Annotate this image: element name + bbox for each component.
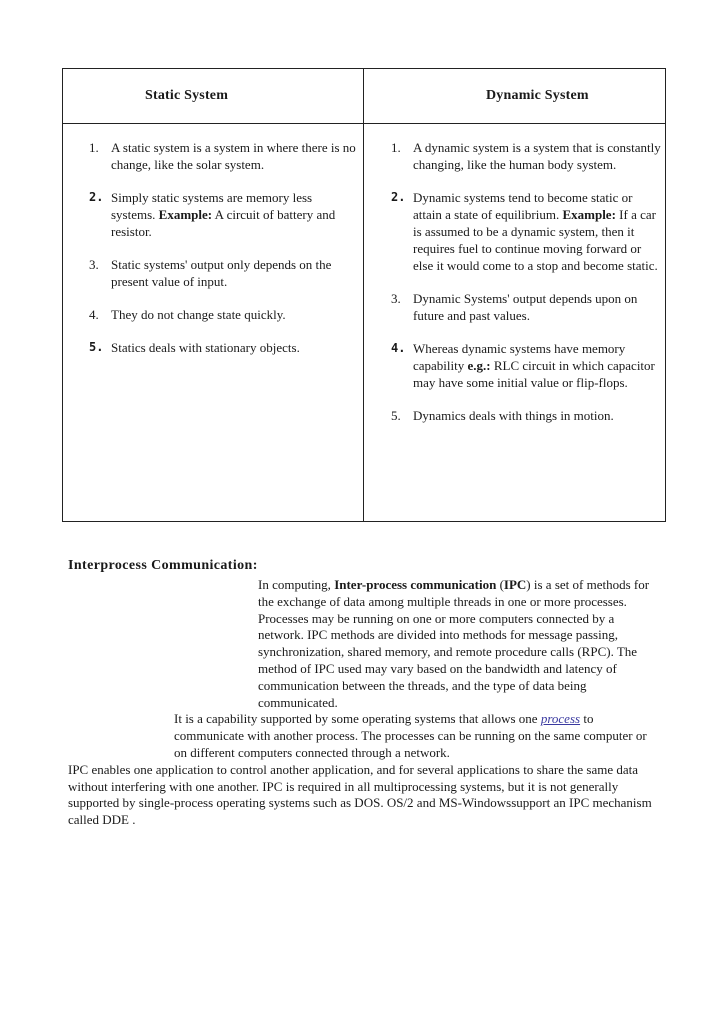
ipc-paragraph-1: [68, 577, 652, 711]
table-column-divider: [363, 69, 364, 521]
paragraph-text: (: [496, 577, 504, 592]
static-system-list: [87, 139, 357, 372]
list-text: Simply static systems are memory less systems.: [111, 190, 313, 222]
list-text: Static systems' output only depends on the present value of input.: [111, 257, 332, 289]
list-text-bold: e.g.:: [467, 358, 491, 373]
list-text-bold: Example:: [562, 207, 616, 222]
list-item: [389, 189, 661, 274]
list-number: 3.: [89, 257, 99, 272]
list-item: [389, 340, 661, 391]
list-item: [87, 139, 357, 173]
comparison-table: [62, 68, 666, 522]
process-link[interactable]: process: [540, 711, 581, 727]
list-item: [87, 189, 357, 240]
ipc-paragraph-3: IPC enables one application to control another application, and for several applications to share the same data without interfering with one another. IPC is required in all multiprocessing systems, but it is not generally supported by single-process operating systems such as DOS. OS/2 and MS-Windowssupport an IPC mechanism called DDE .: [68, 761, 652, 828]
list-text: A circuit of battery and resistor.: [111, 207, 336, 239]
list-text: Dynamic Systems' output depends upon on future and past values.: [413, 291, 638, 323]
ipc-paragraph-2: [68, 711, 652, 761]
list-item: [389, 407, 661, 424]
header-static-system: Static System: [145, 88, 229, 103]
list-item: [87, 339, 357, 356]
list-number: 5.: [89, 340, 104, 354]
paragraph-text: In computing,: [258, 577, 335, 592]
ipc-section: [68, 557, 652, 829]
list-text: A static system is a system in where there is no change, like the solar system.: [111, 140, 356, 172]
section-heading: Interprocess Communication:: [68, 558, 258, 573]
list-number: 1.: [391, 140, 401, 155]
list-text: Whereas dynamic systems have memory capability: [413, 341, 626, 373]
term-bold: IPC: [503, 577, 527, 592]
paragraph-text: to communicate with another process. The processes can be running on the same computer or on different computers connected through a network.: [174, 711, 647, 760]
list-text: RLC circuit in which capacitor may have some initial value or flip-flops.: [413, 358, 655, 390]
list-item: [389, 290, 661, 324]
list-text: Statics deals with stationary objects.: [111, 340, 300, 355]
list-text: Dynamics deals with things in motion.: [413, 408, 614, 423]
table-header-divider: [63, 123, 665, 124]
list-text-bold: Example:: [158, 207, 213, 222]
list-text: If a car is assumed to be a dynamic system, then it requires fuel to continue moving forward or else it would come to a stop and become static.: [413, 207, 658, 273]
list-text: Dynamic systems tend to become static or attain a state of equilibrium.: [413, 190, 633, 222]
list-number: 4.: [89, 307, 99, 322]
list-number: 1.: [89, 140, 99, 155]
list-number: 3.: [391, 291, 401, 306]
list-number: 5.: [391, 408, 401, 423]
list-item: [87, 256, 357, 290]
list-number: 2.: [391, 190, 406, 204]
list-text: They do not change state quickly.: [111, 307, 286, 322]
list-item: [87, 306, 357, 323]
dynamic-system-list: [389, 139, 661, 440]
list-number: 2.: [89, 190, 104, 204]
paragraph-text: ) is a set of methods for the exchange of data among multiple threads in one or more processes. Processes may be running on one or more computers connected by a network. IPC methods are divided into methods for message passing, synchronization, shared memory, and remote procedure calls (RPC). The method of IPC used may vary based on the bandwidth and latency of communication between the threads, and the type of data being communicated.: [258, 577, 650, 710]
paragraph-text: It is a capability supported by some operating systems that allows one: [174, 711, 541, 727]
term-bold: Inter-process communication: [334, 577, 497, 592]
list-number: 4.: [391, 341, 406, 355]
list-text: A dynamic system is a system that is constantly changing, like the human body system.: [413, 140, 661, 172]
header-dynamic-system: Dynamic System: [486, 88, 589, 103]
list-item: [389, 139, 661, 173]
